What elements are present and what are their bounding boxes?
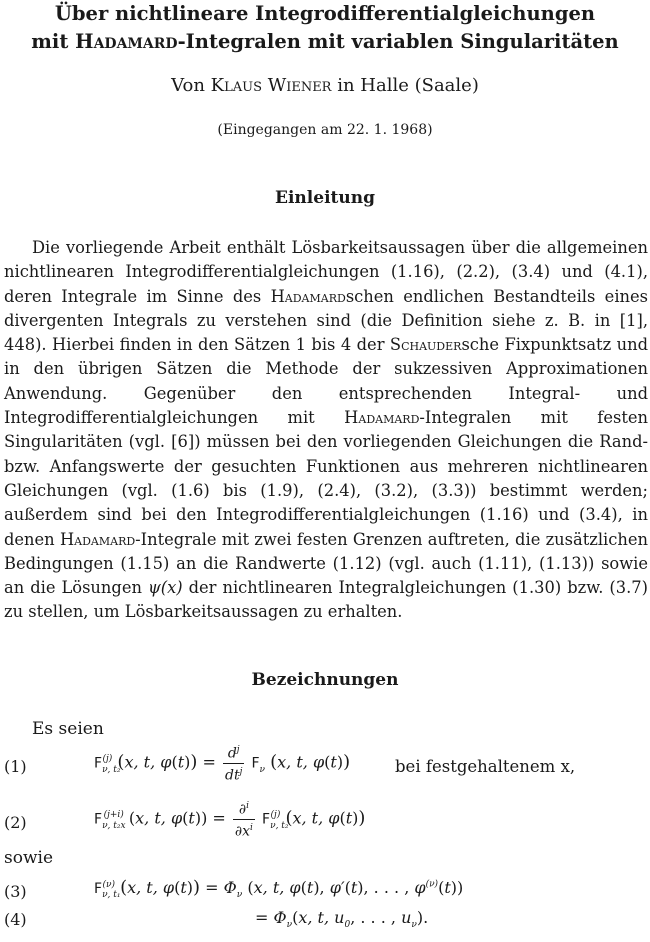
paper-title-line-2: mit Hadamard-Integralen mit variablen Singularitäten: [31, 30, 619, 53]
equation-1: $F_{\nu, t_2}^{(j)}$ (x, t, φ(t)) = $\frac{d^j}{dt^j}$ $F_\nu$ (x, t, φ(t)): [94, 742, 350, 784]
author-name: Klaus Wiener: [210, 75, 332, 96]
received-date: (Eingegangen am 22. 1. 1968): [217, 122, 433, 138]
equation-number-4: (4): [4, 910, 27, 929]
equation-4: = $\Phi_\nu(x$, t, $u_0$, . . . , $u_\nu$).: [255, 908, 429, 931]
equation-number-3: (3): [4, 882, 27, 901]
sowie-text: sowie: [4, 848, 54, 868]
introduction-paragraph: Die vorliegende Arbeit enthält Lösbarkeitsaussagen über die allgemeinen nichtlinearen Integrodifferentialgleichungen (1.16), (2.2), (3.4) und (4.1), deren Integrale im Sinne des Hadamardschen endlichen Bestandteils eines divergenten Integrals zu verstehen sind (die Definition siehe z. B. in [1], 448). Hierbei finden in den Sätzen 1 bis 4 der Schaudersche Fixpunktsatz und in den übrigen Sätzen die Methode der sukzessiven Approximationen Anwendung. Gegenüber den entsprechenden Integral- und Integrodifferentialgleichungen mit Hadamard-Integralen mit festen Singularitäten (vgl. [6]) müssen bei den vorliegenden Gleichungen die Rand- bzw. Anfangswerte der gesuchten Funktionen aus mehreren nichtlinearen Gleichungen (vgl. (1.6) bis (1.9), (2.4), (3.2), (3.3)) bestimmt werden; außerdem sind bei den Integrodifferentialgleichungen (1.16) und (3.4), in denen Hadamard-Integrale mit zwei festen Grenzen auftreten, die zusätzlichen Bedingungen (1.15) an die Randwerte (1.12) (vgl. auch (1.11), (1.13)) sowie an die Lösungen ψ(x) der nichtlinearen Integralgleichungen (1.30) bzw. (3.7) zu stellen, um Lösbarkeitsaussagen zu erhalten.: [4, 238, 649, 622]
author-line: Von Klaus Wiener in Halle (Saale): [171, 75, 479, 96]
section-heading-introduction: Einleitung: [275, 188, 375, 208]
equation-2: $F_{\nu, t_2x}^{(j+i)}$ (x, t, φ(t)) = $\frac{\partial^i}{\partial x^i}$ $F_{\nu, t_2}^{(j)}$ (x, t, φ(t)): [94, 798, 365, 840]
es-seien-text: Es seien: [32, 719, 104, 739]
equation-number-1: (1): [4, 757, 27, 776]
equation-1-comment: bei festgehaltenem x,: [395, 757, 576, 776]
equation-3: $F_{\nu, t_1}^{(\nu)}$ (x, t, $\varphi(t)) = \Phi_\nu$ (x, t, φ(t), φ′(t), . . . , $\varphi^{(\nu)}(t)$): [94, 877, 464, 901]
paper-title-line-1: Über nichtlineare Integrodifferentialgleichungen: [54, 2, 596, 25]
section-heading-notation: Bezeichnungen: [251, 670, 399, 690]
equation-number-2: (2): [4, 813, 27, 832]
